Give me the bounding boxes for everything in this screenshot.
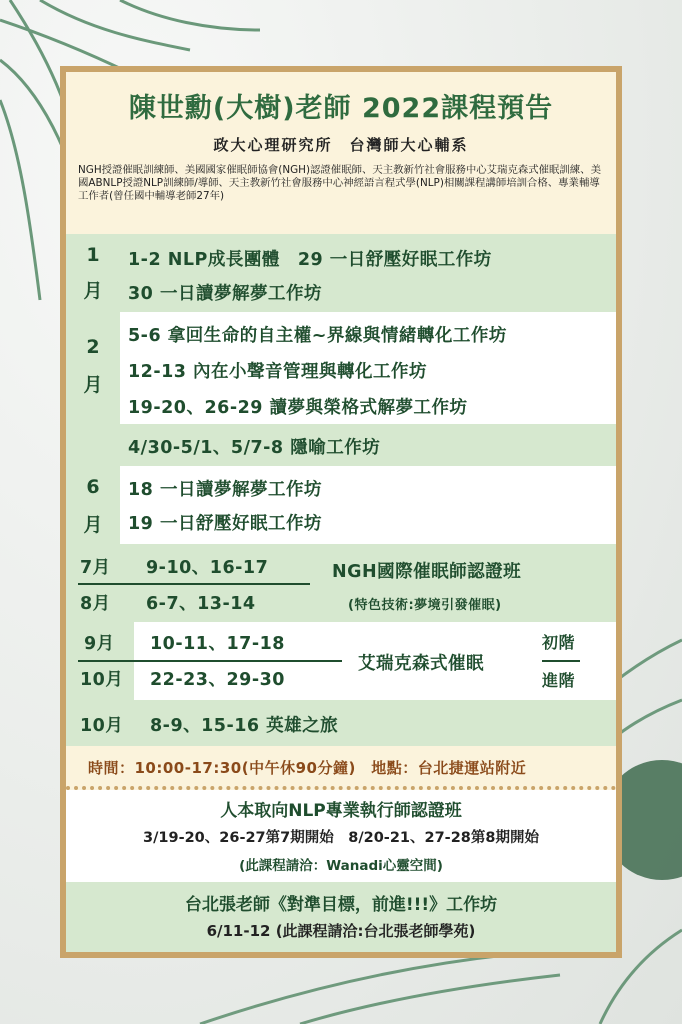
taipei-dates: 6/11-12 (此課程請洽:台北張老師學苑) xyxy=(206,922,476,940)
course-level: 初階 xyxy=(542,633,576,652)
date-range: 10-11、17-18 xyxy=(150,634,285,654)
page-title: 陳世勳(大樹)老師 2022課程預告 xyxy=(128,93,554,124)
time-place-text: 時間：10:00-17:30(中午休90分鐘) 地點：台北捷運站附近 xyxy=(88,759,527,777)
taipei-section xyxy=(66,882,616,952)
schedule-line: 19 一日舒壓好眠工作坊 xyxy=(128,514,322,534)
nlp-dates: 3/19-20、26-27第7期開始 8/20-21、27-28第8期開始 xyxy=(143,830,539,846)
schedule-line: 30 一日讀夢解夢工作坊 xyxy=(128,284,322,304)
taipei-title: 台北張老師《對準目標，前進!!!》工作坊 xyxy=(184,895,498,915)
divider xyxy=(78,583,310,585)
nlp-title: 人本取向NLP專業執行師認證班 xyxy=(220,801,462,821)
course-title: 艾瑞克森式催眠 xyxy=(358,654,484,674)
course-note: (特色技術:夢境引發催眠) xyxy=(348,598,502,613)
divider xyxy=(542,660,580,662)
schedule-card xyxy=(60,66,622,958)
january-row xyxy=(66,234,616,312)
month-label: 6 xyxy=(86,476,100,498)
nlp-note: (此課程請洽：Wanadi心靈空間) xyxy=(239,858,443,874)
month-label: 9月 xyxy=(84,634,115,654)
schedule-line: 12-13 內在小聲音管理與轉化工作坊 xyxy=(128,362,428,382)
schedule-line: 1-2 NLP成長團體 29 一日舒壓好眠工作坊 xyxy=(128,250,492,270)
month-label: 8月 xyxy=(80,594,111,614)
schedule-line: 18 一日讀夢解夢工作坊 xyxy=(128,480,322,500)
date-range: 9-10、16-17 xyxy=(146,558,269,578)
september-october-row xyxy=(66,622,616,700)
month-label: 月 xyxy=(83,280,103,302)
header xyxy=(66,72,616,234)
subtitle: 政大心理研究所 台灣師大心輔系 xyxy=(213,136,469,154)
date-range: 6-7、13-14 xyxy=(146,594,256,614)
july-august-row xyxy=(66,544,616,622)
month-label: 7月 xyxy=(80,558,111,578)
schedule-line: 4/30-5/1、5/7-8 隱喻工作坊 xyxy=(128,438,381,458)
nlp-section xyxy=(66,790,616,882)
schedule-line: 8-9、15-16 英雄之旅 xyxy=(150,716,339,736)
month-label: 月 xyxy=(83,514,103,536)
month-label: 月 xyxy=(83,374,103,396)
october-row xyxy=(66,700,616,746)
month-label: 1 xyxy=(86,244,100,266)
schedule-line: 5-6 拿回生命的自主權~界線與情緒轉化工作坊 xyxy=(128,326,507,346)
credentials-text: NGH授證催眠訓練師、美國國家催眠師協會(NGH)認證催眠師、天主教新竹社會服務中心艾瑞克森式催眠訓練、美國ABNLP授證NLP訓練師/導師、天主教新竹社會服務中心神經語言程式學(NLP)相關課程講師培訓合格、專業輔導工作者(曾任國中輔導老師27年) xyxy=(78,164,601,202)
february-row xyxy=(66,312,616,424)
time-place-bar xyxy=(66,746,616,790)
april-may-row xyxy=(66,424,616,466)
month-label: 10月 xyxy=(80,670,124,690)
month-label: 2 xyxy=(86,336,100,358)
june-row xyxy=(66,466,616,544)
course-title: NGH國際催眠師認證班 xyxy=(332,562,522,582)
date-range: 22-23、29-30 xyxy=(150,670,285,690)
schedule-line: 19-20、26-29 讀夢與榮格式解夢工作坊 xyxy=(128,398,468,418)
course-level: 進階 xyxy=(542,671,576,690)
month-label: 10月 xyxy=(80,716,124,736)
divider xyxy=(78,660,342,662)
